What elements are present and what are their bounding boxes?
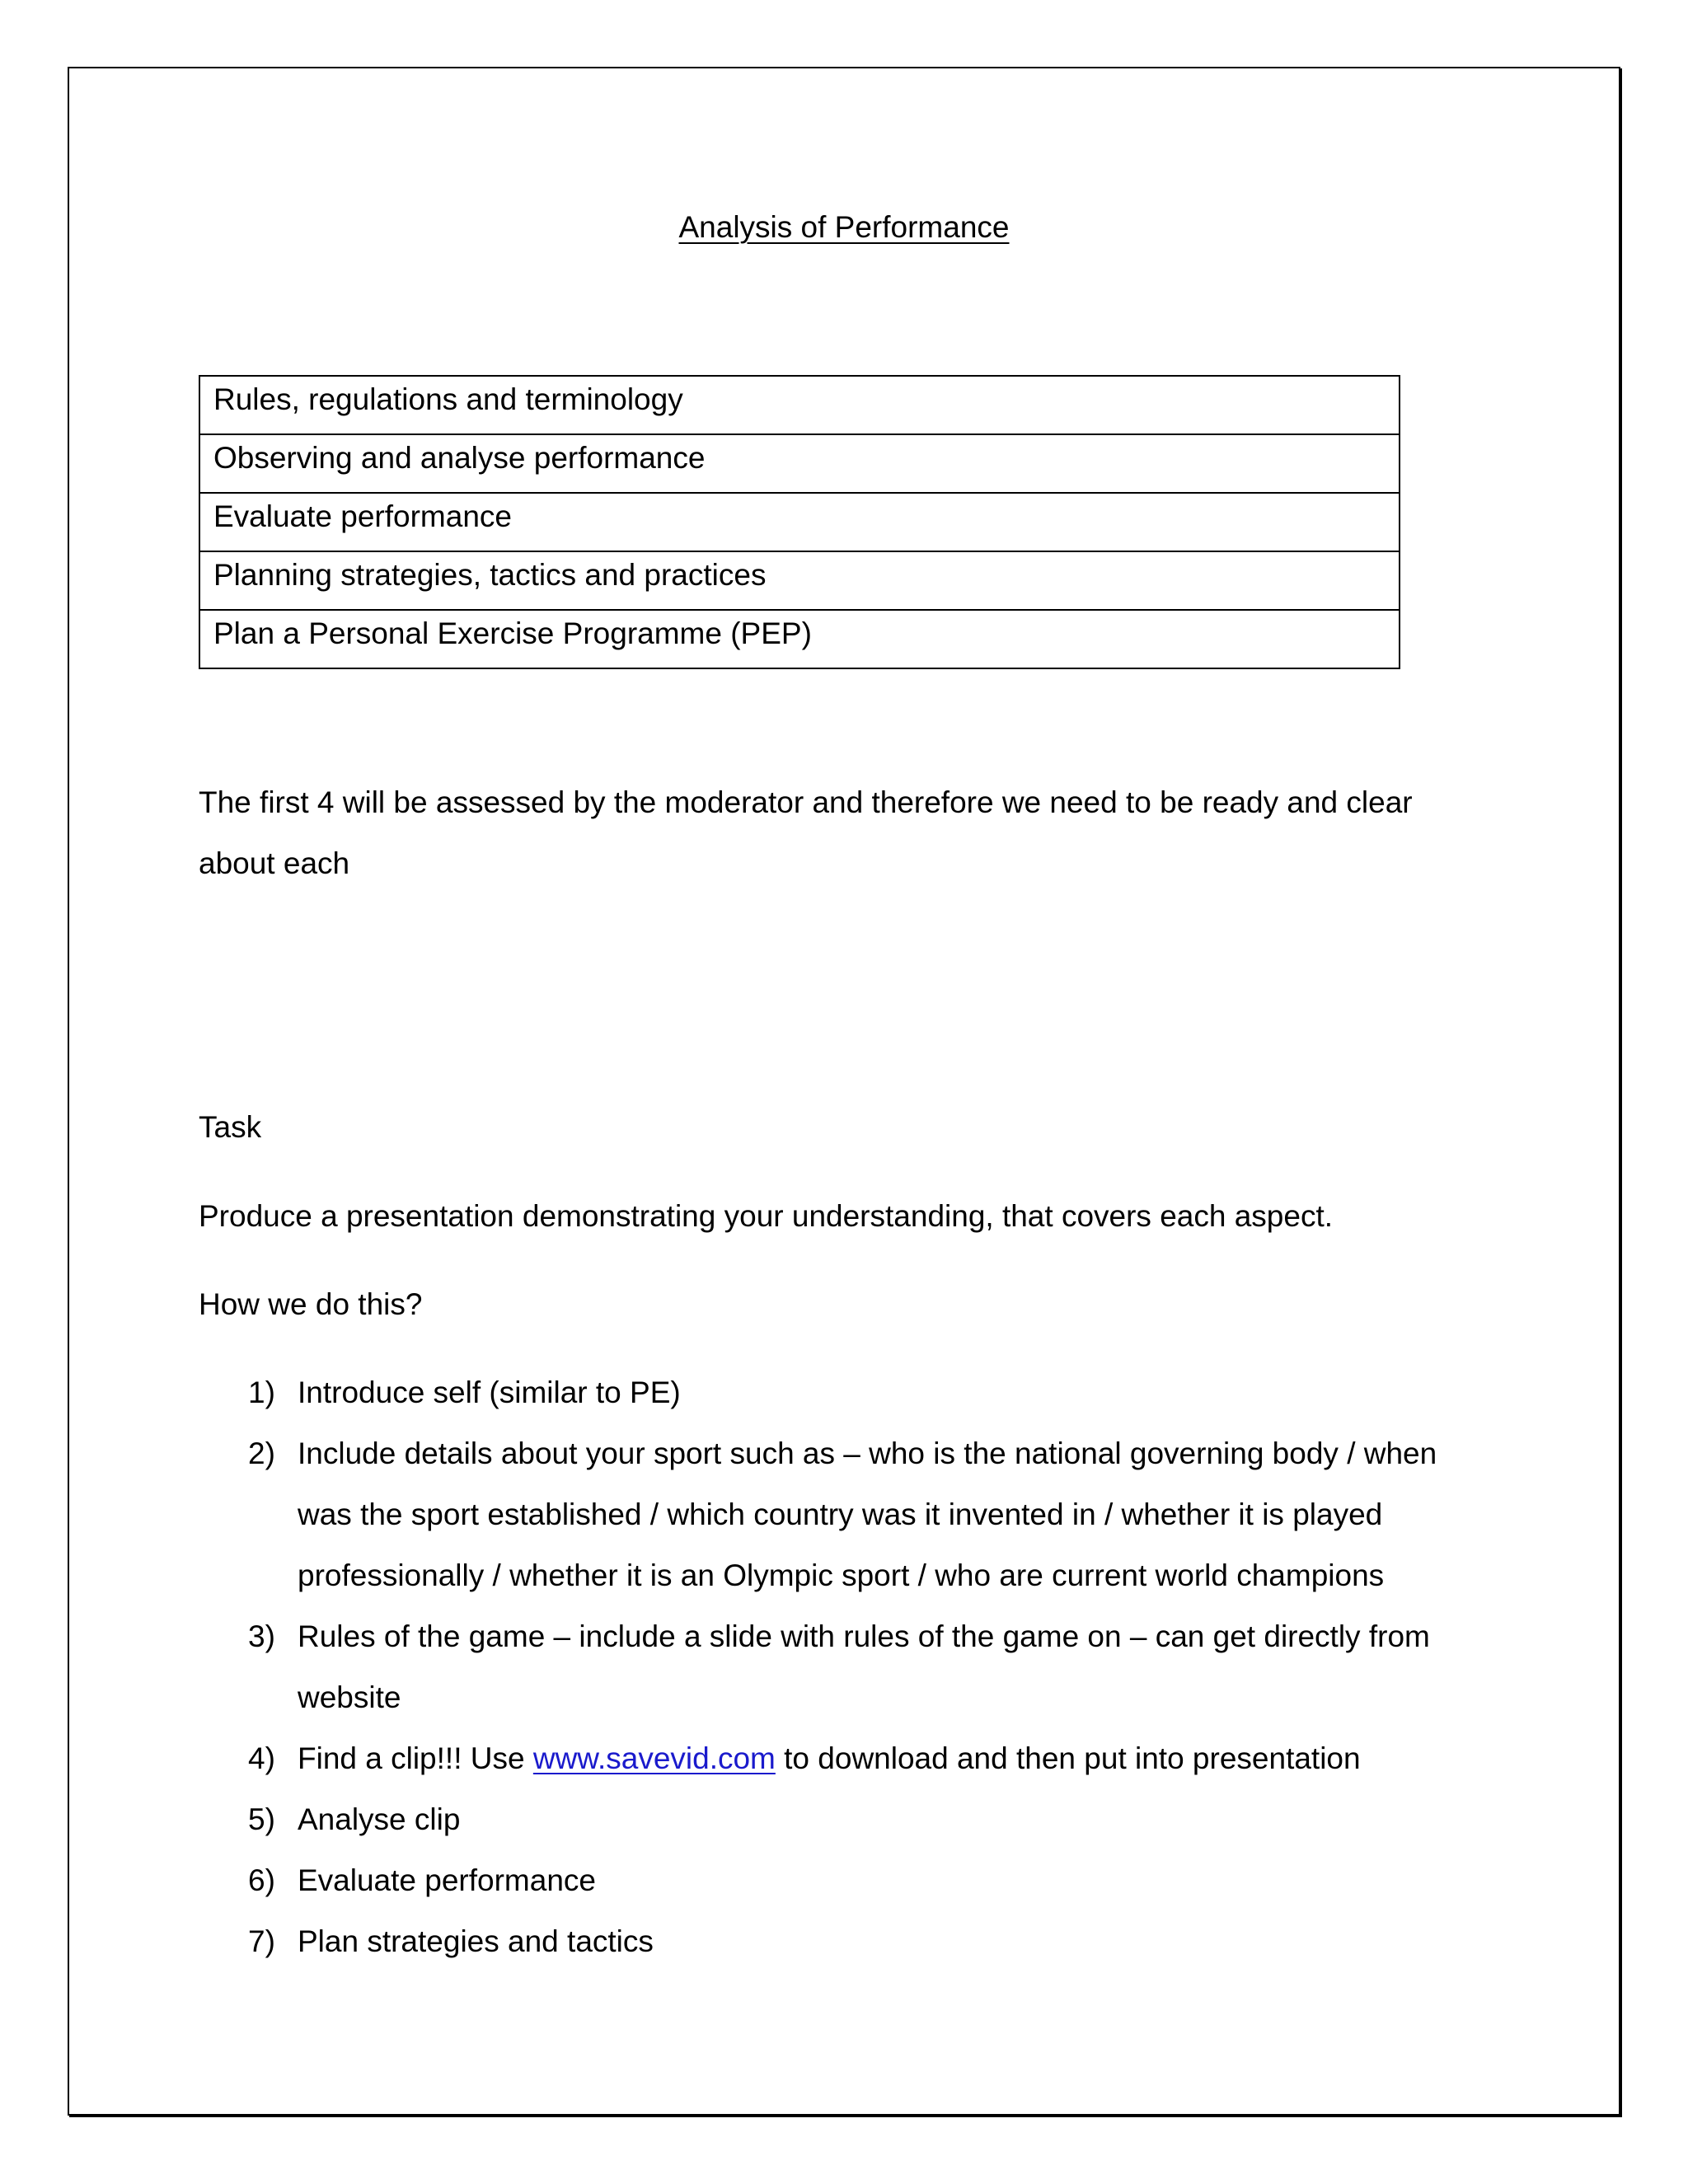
list-item-text-before: Find a clip!!! Use [298, 1741, 533, 1775]
intro-paragraph: The first 4 will be assessed by the moderator and therefore we need to be ready and clear about each [199, 785, 1413, 880]
list-item-number: 1) [248, 1376, 275, 1409]
list-item-number: 2) [248, 1436, 275, 1470]
topic-cell: Planning strategies, tactics and practices [199, 551, 1400, 610]
list-item-text: Include details about your sport such as – who is the national governing body / when was the sport established / which country was it invented in / whether it is played professionally / whether it is an Olympic sport / who are current world champions [298, 1436, 1437, 1592]
list-item [199, 1850, 1451, 1911]
task-description: Produce a presentation demonstrating your understanding, that covers each aspect. [199, 1199, 1334, 1233]
savevid-link[interactable]: www.savevid.com [532, 1741, 776, 1775]
list-item-text: Analyse clip [298, 1802, 461, 1836]
how-heading: How we do this? [199, 1287, 423, 1321]
list-item [199, 1423, 1451, 1606]
list-item-text-after: to download and then put into presentation [775, 1741, 1361, 1775]
topic-cell: Rules, regulations and terminology [199, 376, 1400, 434]
list-item-number: 6) [248, 1863, 275, 1897]
list-item [199, 1789, 1451, 1850]
table-row [199, 610, 1400, 668]
page-title-text: Analysis of Performance [678, 210, 1010, 244]
list-item-text: Introduce self (similar to PE) [298, 1376, 681, 1409]
topic-cell: Evaluate performance [199, 493, 1400, 551]
table-row [199, 376, 1400, 434]
list-item-number: 4) [248, 1741, 275, 1775]
list-item [199, 1362, 1451, 1423]
list-item-text: Rules of the game – include a slide with rules of the game on – can get directly from website [298, 1619, 1430, 1714]
table-row [199, 493, 1400, 551]
topics-table [199, 375, 1400, 669]
list-item-text: Evaluate performance [298, 1863, 596, 1897]
table-row [199, 434, 1400, 493]
list-item-text: Plan strategies and tactics [298, 1924, 654, 1958]
table-row [199, 551, 1400, 610]
list-item [199, 1728, 1451, 1789]
page-title [0, 204, 1688, 251]
list-item [199, 1911, 1451, 1972]
topic-cell: Observing and analyse performance [199, 434, 1400, 493]
list-item-number: 3) [248, 1619, 275, 1653]
list-item-number: 5) [248, 1802, 275, 1836]
steps-list [199, 1362, 1451, 1972]
list-item-number: 7) [248, 1924, 275, 1958]
list-item [199, 1606, 1451, 1728]
topic-cell: Plan a Personal Exercise Programme (PEP) [199, 610, 1400, 668]
task-heading: Task [199, 1110, 262, 1144]
